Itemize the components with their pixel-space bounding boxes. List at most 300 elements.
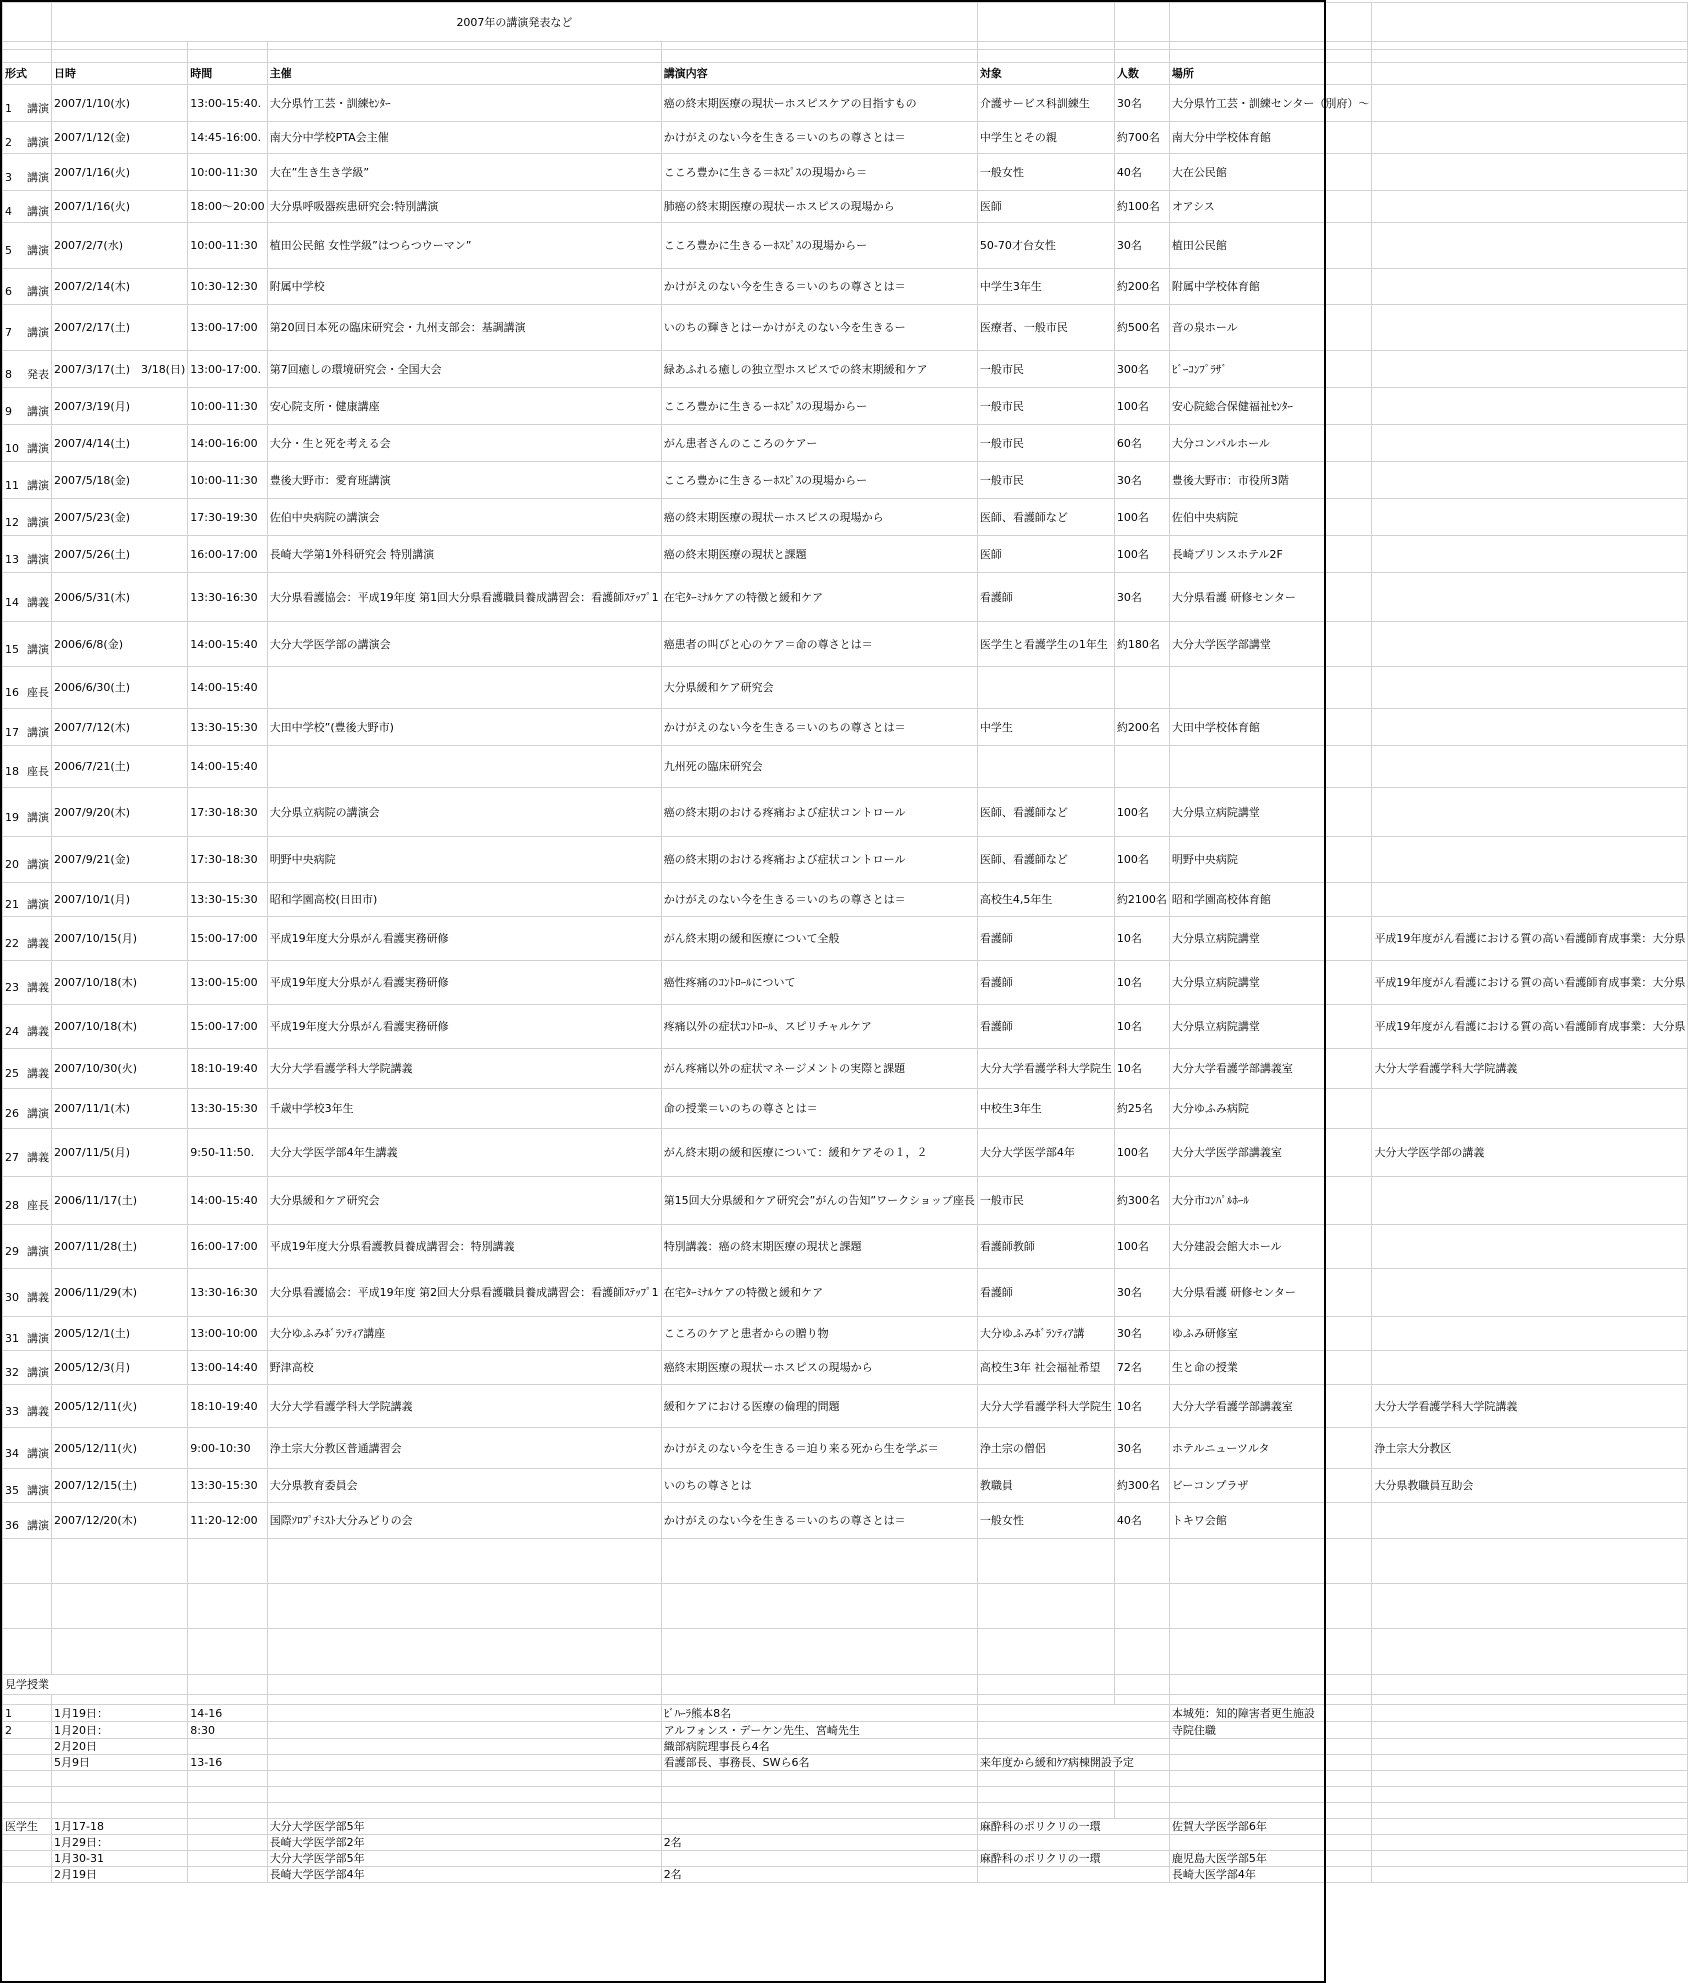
row-host: 豊後大野市：愛育班講演	[267, 462, 661, 499]
table-row	[3, 269, 1688, 305]
row-note	[1372, 536, 1688, 573]
row-number: 1	[5, 101, 12, 115]
row-content: 肺癌の終末期医療の現状ーホスピスの現場から	[661, 191, 977, 223]
row-number: 29	[5, 1245, 19, 1258]
row-time: 10:00-11:30	[188, 388, 267, 425]
row-place: ホテルニューツルタ	[1169, 1428, 1372, 1469]
spacer-row	[3, 1803, 1688, 1819]
table-row	[3, 1385, 1688, 1428]
row-host: 平成19年度大分県がん看護実務研修	[267, 917, 661, 961]
row-count: 約200名	[1114, 269, 1169, 305]
row-number-form	[3, 351, 52, 388]
row-time: 18:00～20:00	[188, 191, 267, 223]
row-place: ビーコンプラザ	[1169, 1469, 1372, 1503]
row-form: 座長	[27, 765, 49, 778]
row-number-form	[3, 1428, 52, 1469]
row-date: 2006/7/21(土)	[52, 746, 188, 788]
empty-cell	[661, 1675, 977, 1695]
empty-cell	[3, 1771, 52, 1787]
row-place: 長崎プリンスホテル2F	[1169, 536, 1372, 573]
spacer-row	[3, 50, 1688, 63]
row-form: 講演	[27, 1245, 49, 1258]
row-count	[1114, 667, 1169, 709]
row-note: 平成19年度がん看護における質の高い看護師育成事業：大分県	[1372, 1005, 1688, 1049]
row-time: 9:50-11:50.	[188, 1129, 267, 1177]
row-content: 命の授業＝いのちの尊さとは＝	[661, 1089, 977, 1129]
table-row	[3, 351, 1688, 388]
row-time: 13:30-15:30	[188, 1089, 267, 1129]
row-host: 大分県立病院の講演会	[267, 788, 661, 837]
row-place: 大分大学医学部講堂	[1169, 622, 1372, 667]
row-target: 浄土宗の僧侶	[977, 1428, 1114, 1469]
empty-cell	[977, 1629, 1114, 1675]
empty-cell	[661, 50, 977, 63]
empty-cell	[1114, 1629, 1169, 1675]
row-number-form	[3, 269, 52, 305]
row-place: 大分市ｺﾝﾊﾟﾙﾎｰﾙ	[1169, 1177, 1372, 1225]
empty-cell	[1372, 3, 1688, 42]
table-row	[3, 1428, 1688, 1469]
row-number: 9	[5, 404, 12, 418]
row-number-form	[3, 1469, 52, 1503]
row-form: 講演	[27, 858, 49, 871]
row-place: ゆふみ研修室	[1169, 1317, 1372, 1351]
student-target	[977, 1835, 1169, 1851]
row-time: 13:00-15:40.	[188, 85, 267, 122]
row-content: 第15回大分県緩和ケア研究会”がんの告知”ワークショップ座長	[661, 1177, 977, 1225]
spacer-row	[3, 1787, 1688, 1803]
row-time: 10:00-11:30	[188, 154, 267, 191]
row-number: 23	[5, 981, 19, 994]
row-host: 平成19年度大分県がん看護実務研修	[267, 1005, 661, 1049]
row-target: 中学生	[977, 709, 1114, 746]
row-date: 2007/11/28(土)	[52, 1225, 188, 1269]
empty-cell	[188, 1629, 267, 1675]
row-content: かけがえのない今を生きる＝いのちの尊さとは＝	[661, 709, 977, 746]
obs-time	[188, 1739, 267, 1755]
row-note	[1372, 1317, 1688, 1351]
row-content: 九州死の臨床研究会	[661, 746, 977, 788]
row-note	[1372, 667, 1688, 709]
empty-cell	[3, 1803, 52, 1819]
row-date: 2007/10/15(月)	[52, 917, 188, 961]
row-place: 大在公民館	[1169, 154, 1372, 191]
row-form: 講演	[27, 101, 49, 115]
row-time: 13:00-17:00.	[188, 351, 267, 388]
empty-cell	[267, 1771, 661, 1787]
row-content: がん疼痛以外の症状マネージメントの実際と課題	[661, 1049, 977, 1089]
row-form: 講演	[27, 552, 49, 566]
row-target: 中学生3年生	[977, 269, 1114, 305]
empty-cell	[1372, 1675, 1688, 1695]
table-row	[3, 883, 1688, 917]
empty-cell	[267, 1705, 661, 1722]
row-place: 植田公民館	[1169, 223, 1372, 269]
empty-cell	[1372, 1755, 1688, 1771]
empty-cell	[188, 42, 267, 50]
row-host: 平成19年度大分県がん看護実務研修	[267, 961, 661, 1005]
row-place: ﾋﾞｰｺﾝﾌﾟﾗｻﾞ	[1169, 351, 1372, 388]
row-target: 看護師	[977, 917, 1114, 961]
row-form: 講演	[27, 515, 49, 529]
row-note	[1372, 388, 1688, 425]
row-number-form	[3, 305, 52, 351]
row-host: 長崎大学第1外科研究会 特別講演	[267, 536, 661, 573]
row-host: 大在”生き生き学級”	[267, 154, 661, 191]
row-form: 講演	[27, 1332, 49, 1345]
table-row	[3, 961, 1688, 1005]
empty-cell	[1372, 1695, 1688, 1705]
empty-cell	[1114, 1787, 1169, 1803]
row-date: 2007/11/1(木)	[52, 1089, 188, 1129]
row-note	[1372, 837, 1688, 883]
row-number: 19	[5, 810, 19, 824]
row-place: 生と命の授業	[1169, 1351, 1372, 1385]
empty-cell	[1114, 1584, 1169, 1629]
row-host: 大分県竹工芸・訓練ｾﾝﾀｰ	[267, 85, 661, 122]
row-target: 一般女性	[977, 154, 1114, 191]
empty-cell	[188, 1835, 267, 1851]
row-note	[1372, 573, 1688, 622]
row-count: 10名	[1114, 1049, 1169, 1089]
table-row	[3, 154, 1688, 191]
table-row	[3, 1317, 1688, 1351]
row-count: 約2100名	[1114, 883, 1169, 917]
row-number-form	[3, 667, 52, 709]
empty-cell	[3, 1695, 52, 1705]
empty-cell	[188, 1851, 267, 1867]
empty-cell	[3, 1851, 52, 1867]
row-number-form	[3, 223, 52, 269]
row-target: 医師、看護師など	[977, 788, 1114, 837]
row-number: 21	[5, 898, 19, 911]
row-count: 30名	[1114, 1269, 1169, 1317]
empty-cell	[52, 1584, 188, 1629]
row-count: 約500名	[1114, 305, 1169, 351]
student-place: 長崎大医学部4年	[1169, 1867, 1372, 1883]
row-place: 大分県立病院講堂	[1169, 917, 1372, 961]
row-target: 一般市民	[977, 425, 1114, 462]
row-form: 講演	[27, 441, 49, 455]
row-note	[1372, 269, 1688, 305]
row-note	[1372, 622, 1688, 667]
row-content: 癌性疼痛のｺﾝﾄﾛｰﾙについて	[661, 961, 977, 1005]
row-count: 10名	[1114, 1005, 1169, 1049]
header-host: 主催	[267, 63, 661, 85]
empty-cell	[1169, 3, 1372, 42]
empty-cell	[188, 1771, 267, 1787]
row-number-form	[3, 1005, 52, 1049]
row-number: 12	[5, 515, 19, 529]
row-number: 13	[5, 552, 19, 566]
empty-cell	[661, 1771, 977, 1787]
empty-cell	[188, 1867, 267, 1883]
row-count: 約200名	[1114, 709, 1169, 746]
empty-cell	[977, 42, 1114, 50]
row-number: 10	[5, 441, 19, 455]
row-content: がん終末期の緩和医療について：緩和ケアその１，２	[661, 1129, 977, 1177]
student-date: 1月17-18	[52, 1819, 188, 1835]
student-host: 長崎大学医学部4年	[267, 1867, 661, 1883]
row-number-form	[3, 1317, 52, 1351]
row-time: 14:00-15:40	[188, 746, 267, 788]
row-place: 安心院総合保健福祉ｾﾝﾀｰ	[1169, 388, 1372, 425]
row-number-form	[3, 499, 52, 536]
row-date: 2006/5/31(木)	[52, 573, 188, 622]
empty-cell	[3, 42, 52, 50]
row-note	[1372, 122, 1688, 154]
table-row	[3, 788, 1688, 837]
observation-row	[3, 1755, 1688, 1771]
row-date: 2007/1/10(水)	[52, 85, 188, 122]
row-number-form	[3, 746, 52, 788]
blank-row	[3, 1539, 1688, 1584]
row-place: トキワ会館	[1169, 1503, 1372, 1539]
empty-cell	[267, 50, 661, 63]
row-time: 14:00-16:00	[188, 425, 267, 462]
row-number: 33	[5, 1404, 19, 1418]
row-content: がん患者さんのこころのケアー	[661, 425, 977, 462]
row-form: 講演	[27, 1484, 49, 1497]
row-date: 2007/2/7(水)	[52, 223, 188, 269]
row-content: かけがえのない今を生きる＝迫り来る死から生を学ぶ＝	[661, 1428, 977, 1469]
row-place: 大分県竹工芸・訓練センター（別府）～	[1169, 85, 1372, 122]
row-date: 2007/10/18(木)	[52, 961, 188, 1005]
row-place: 大分大学看護学部講義室	[1169, 1385, 1372, 1428]
header-time: 時間	[188, 63, 267, 85]
header-count: 人数	[1114, 63, 1169, 85]
row-target: 大分大学看護学科大学院生	[977, 1049, 1114, 1089]
row-target: 一般市民	[977, 462, 1114, 499]
row-count: 300名	[1114, 351, 1169, 388]
row-number-form	[3, 1177, 52, 1225]
table-row	[3, 85, 1688, 122]
obs-time: 8:30	[188, 1722, 267, 1739]
lecture-table	[2, 2, 1688, 1883]
row-host: 昭和学園高校(日田市)	[267, 883, 661, 917]
spacer-row	[3, 1771, 1688, 1787]
row-host: 佐伯中央病院の講演会	[267, 499, 661, 536]
empty-cell	[267, 1755, 661, 1771]
row-place: オアシス	[1169, 191, 1372, 223]
row-number: 20	[5, 858, 19, 871]
empty-cell	[977, 1803, 1114, 1819]
obs-place	[1169, 1739, 1372, 1755]
obs-date: 5月9日	[52, 1755, 188, 1771]
row-time: 16:00-17:00	[188, 1225, 267, 1269]
empty-cell	[661, 42, 977, 50]
row-content: 大分県緩和ケア研究会	[661, 667, 977, 709]
row-target: 高校生3年 社会福祉希望	[977, 1351, 1114, 1385]
table-row	[3, 499, 1688, 536]
row-host: 大分県看護協会：平成19年度 第1回大分県看護職員養成講習会：看護師ｽﾃｯﾌﾟ1	[267, 573, 661, 622]
row-date: 2007/2/14(木)	[52, 269, 188, 305]
table-row	[3, 191, 1688, 223]
row-target: 中校生3年生	[977, 1089, 1114, 1129]
table-row	[3, 1005, 1688, 1049]
row-place: 音の泉ホール	[1169, 305, 1372, 351]
row-time: 15:00-17:00	[188, 917, 267, 961]
row-date: 2007/7/12(木)	[52, 709, 188, 746]
empty-cell	[1372, 1867, 1688, 1883]
empty-cell	[1372, 1584, 1688, 1629]
student-content	[661, 1819, 977, 1835]
student-host: 大分大学医学部5年	[267, 1819, 661, 1835]
row-target: 一般女性	[977, 1503, 1114, 1539]
row-note: 大分大学看護学科大学院講義	[1372, 1049, 1688, 1089]
row-content: こころのケアと患者からの贈り物	[661, 1317, 977, 1351]
table-row	[3, 667, 1688, 709]
row-date: 2007/1/16(火)	[52, 154, 188, 191]
row-number: 8	[5, 367, 12, 381]
row-form: 講演	[27, 205, 49, 218]
row-form: 講義	[27, 937, 49, 950]
row-form: 講義	[27, 1291, 49, 1304]
row-place: 南大分中学校体育館	[1169, 122, 1372, 154]
row-count: 100名	[1114, 499, 1169, 536]
row-host: 大分県緩和ケア研究会	[267, 1177, 661, 1225]
row-place: 大分県看護 研修センター	[1169, 1269, 1372, 1317]
observation-label-row	[3, 1675, 1688, 1695]
row-number-form	[3, 837, 52, 883]
row-count: 約100名	[1114, 191, 1169, 223]
table-row	[3, 536, 1688, 573]
row-date: 2005/12/3(月)	[52, 1351, 188, 1385]
row-target: 大分ゆふみﾎﾞﾗﾝﾃｨｱ講	[977, 1317, 1114, 1351]
row-date: 2005/12/11(火)	[52, 1385, 188, 1428]
table-row	[3, 837, 1688, 883]
student-row	[3, 1851, 1688, 1867]
empty-cell	[188, 1584, 267, 1629]
row-date: 2007/3/19(月)	[52, 388, 188, 425]
row-number: 18	[5, 765, 19, 778]
row-host: 浄土宗大分教区普通講習会	[267, 1428, 661, 1469]
header-place: 場所	[1169, 63, 1372, 85]
table-row	[3, 1469, 1688, 1503]
row-form: 講演	[27, 1519, 49, 1532]
row-note	[1372, 1503, 1688, 1539]
row-note	[1372, 425, 1688, 462]
row-content: いのちの尊さとは	[661, 1469, 977, 1503]
row-note: 浄土宗大分教区	[1372, 1428, 1688, 1469]
student-place: 佐賀大学医学部6年	[1169, 1819, 1372, 1835]
row-date: 2007/12/20(木)	[52, 1503, 188, 1539]
row-place: 大分コンパルホール	[1169, 425, 1372, 462]
student-content: 2名	[661, 1835, 977, 1851]
row-number-form	[3, 154, 52, 191]
row-content: 癌患者の叫びと心のケア＝命の尊さとは＝	[661, 622, 977, 667]
row-place: 大分県立病院講堂	[1169, 1005, 1372, 1049]
row-target: 一般市民	[977, 388, 1114, 425]
row-number: 15	[5, 642, 19, 656]
empty-cell	[1169, 1695, 1372, 1705]
empty-cell	[1372, 1739, 1688, 1755]
row-date: 2007/4/14(土)	[52, 425, 188, 462]
table-row	[3, 622, 1688, 667]
empty-cell	[1114, 42, 1169, 50]
row-form: 講義	[27, 1025, 49, 1038]
empty-cell	[1372, 1803, 1688, 1819]
row-host: 安心院支所・健康講座	[267, 388, 661, 425]
table-row	[3, 1503, 1688, 1539]
row-note	[1372, 351, 1688, 388]
row-time: 13:00-14:40	[188, 1351, 267, 1385]
empty-cell	[1169, 1539, 1372, 1584]
row-number: 14	[5, 595, 19, 609]
row-target: 一般市民	[977, 351, 1114, 388]
student-date: 1月29日：	[52, 1835, 188, 1851]
row-target: 介護サービス科訓練生	[977, 85, 1114, 122]
table-row	[3, 388, 1688, 425]
empty-cell	[267, 1584, 661, 1629]
row-date: 2007/5/26(土)	[52, 536, 188, 573]
row-number-form	[3, 388, 52, 425]
row-number-form	[3, 622, 52, 667]
row-number-form	[3, 1351, 52, 1385]
row-number-form	[3, 917, 52, 961]
row-number: 24	[5, 1025, 19, 1038]
empty-cell	[977, 3, 1114, 42]
row-note	[1372, 154, 1688, 191]
row-note	[1372, 709, 1688, 746]
row-host: 大分大学医学部4年生講義	[267, 1129, 661, 1177]
row-number: 36	[5, 1519, 19, 1532]
row-date: 2007/3/17(土) 3/18(日)	[52, 351, 188, 388]
row-number-form	[3, 573, 52, 622]
row-target: 看護師	[977, 1269, 1114, 1317]
empty-cell	[3, 1539, 52, 1584]
row-time: 18:10-19:40	[188, 1385, 267, 1428]
obs-number	[3, 1755, 52, 1771]
row-count	[1114, 746, 1169, 788]
table-row	[3, 223, 1688, 269]
empty-cell	[267, 1629, 661, 1675]
empty-cell	[1372, 42, 1688, 50]
row-content: 癌の終末期医療の現状ーホスピスの現場から	[661, 499, 977, 536]
empty-cell	[188, 1787, 267, 1803]
row-time: 18:10-19:40	[188, 1049, 267, 1089]
student-row	[3, 1867, 1688, 1883]
row-target: 看護師	[977, 961, 1114, 1005]
row-count: 100名	[1114, 837, 1169, 883]
student-content	[661, 1851, 977, 1867]
row-form: 講演	[27, 1446, 49, 1460]
row-number: 31	[5, 1332, 19, 1345]
row-form: 講演	[27, 1366, 49, 1379]
student-host: 大分大学医学部5年	[267, 1851, 661, 1867]
row-count: 約180名	[1114, 622, 1169, 667]
obs-content: ﾋﾞﾊｰﾗ熊本8名	[661, 1705, 977, 1722]
row-date: 2007/10/1(月)	[52, 883, 188, 917]
row-note	[1372, 1269, 1688, 1317]
table-row	[3, 122, 1688, 154]
row-note	[1372, 1351, 1688, 1385]
row-count: 72名	[1114, 1351, 1169, 1385]
row-number: 2	[5, 136, 12, 149]
row-note	[1372, 462, 1688, 499]
row-form: 講義	[27, 1067, 49, 1080]
empty-cell	[661, 1539, 977, 1584]
row-content: 緑あふれる癒しの独立型ホスピスでの終末期緩和ケア	[661, 351, 977, 388]
header-date: 日時	[52, 63, 188, 85]
student-place: 鹿児島大医学部5年	[1169, 1851, 1372, 1867]
obs-target: 来年度から緩和ｹｱ病棟開設予定	[977, 1755, 1169, 1771]
row-host: 附属中学校	[267, 269, 661, 305]
obs-target	[977, 1705, 1169, 1722]
empty-cell	[1372, 1705, 1688, 1722]
row-number: 16	[5, 686, 19, 699]
row-time: 17:30-18:30	[188, 837, 267, 883]
